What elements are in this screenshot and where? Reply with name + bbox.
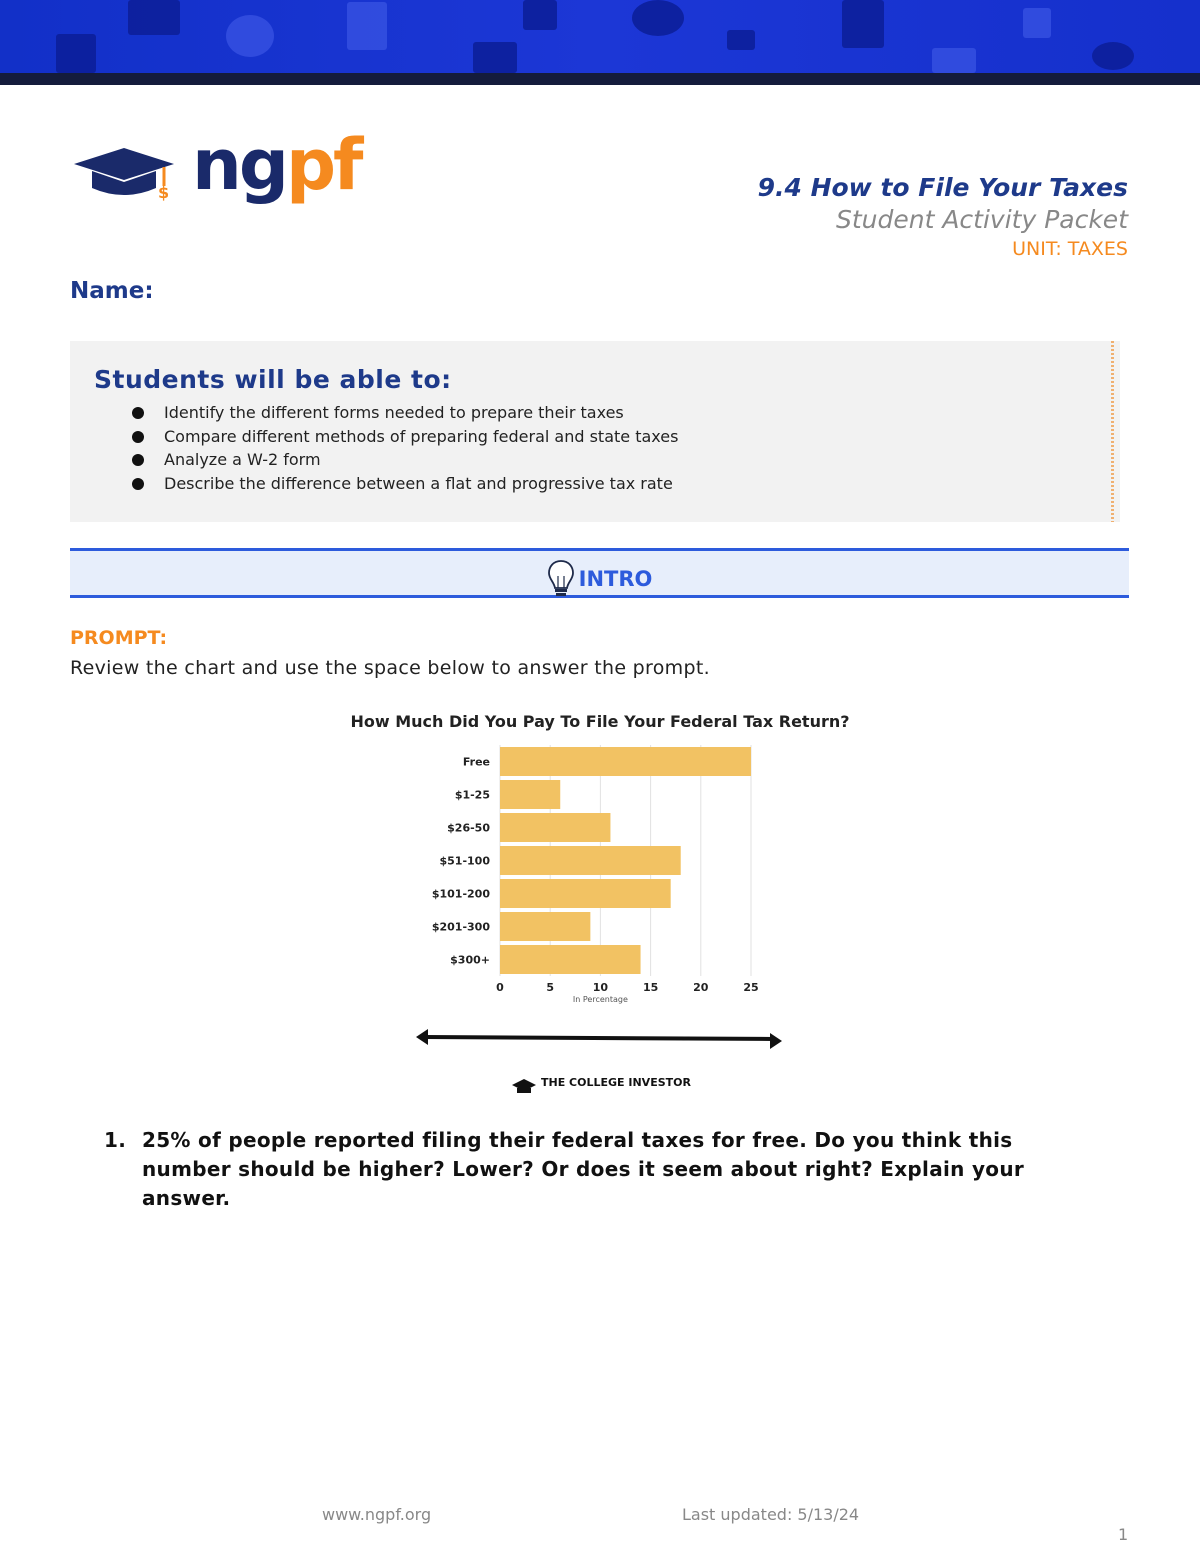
footer-last-updated: Last updated: 5/13/24 (682, 1505, 860, 1524)
svg-text:$: $ (158, 183, 170, 202)
lightbulb-icon (547, 559, 575, 599)
chart-svg (340, 705, 860, 1100)
document-icon (347, 2, 387, 50)
chart-arrow-line (424, 1037, 774, 1039)
folder-icon (473, 42, 517, 73)
calculator-icon (1023, 8, 1051, 38)
ngpf-logo (72, 124, 362, 218)
objective-item: Compare different methods of preparing federal and state taxes (130, 425, 678, 449)
document-title: 9.4 How to File Your Taxes (757, 173, 1128, 202)
chart-arrow-head-left (416, 1029, 428, 1045)
graduation-cap-base (517, 1088, 531, 1093)
chart-bar (500, 912, 590, 941)
prompt-label: PROMPT: (70, 627, 168, 649)
document-subtitle: Student Activity Packet (835, 205, 1128, 234)
footer-url: www.ngpf.org (322, 1505, 432, 1524)
objective-item: Identify the different forms needed to prepare their taxes (130, 401, 678, 425)
folder-icon (932, 48, 976, 73)
chart-title: How Much Did You Pay To File Your Federal Tax Return? (350, 712, 850, 731)
chart-tick-label: 10 (592, 981, 609, 994)
chart-category-label: $1-25 (454, 788, 490, 802)
chart-bar (500, 747, 751, 776)
name-field-label: Name: (70, 278, 154, 304)
objectives-list (130, 401, 678, 495)
calculator-icon (842, 0, 884, 48)
intro-section-header (70, 548, 1129, 598)
chart-category-label: $300+ (450, 953, 490, 967)
chart-tick-label: 20 (693, 981, 709, 994)
intro-label: INTRO (578, 567, 653, 591)
objective-item: Describe the difference between a flat and progressive tax rate (130, 472, 678, 496)
chart-tick-label: 0 (496, 981, 504, 994)
document-icon (56, 34, 96, 73)
logo-wordmark (192, 124, 361, 206)
chart-arrow-head-right (770, 1033, 782, 1049)
chart-source-logo (512, 1079, 536, 1093)
page-number: 1 (1118, 1525, 1129, 1544)
bar-chart (340, 705, 860, 1100)
calculator-icon (523, 0, 557, 30)
chart-bar (500, 846, 681, 875)
piggy-bank-icon (1092, 42, 1134, 70)
banner-divider (0, 73, 1200, 85)
banner-square-decoration (128, 0, 180, 35)
piggy-bank-icon (226, 15, 274, 57)
prompt-instructions: Review the chart and use the space below to answer the prompt. (70, 657, 710, 679)
piggy-bank-icon (632, 0, 684, 36)
objective-item: Analyze a W-2 form (130, 448, 678, 472)
header-banner (0, 0, 1200, 73)
question-1 (104, 1126, 1094, 1213)
chart-bar (500, 945, 641, 974)
chart-axis-label: In Percentage (572, 995, 628, 1004)
graduation-cap-icon (72, 144, 182, 214)
logo-wordmark-ng: ng (192, 124, 286, 206)
chart-bar (500, 879, 671, 908)
chart-category-label: Free (462, 755, 490, 769)
chart-category-label: $201-300 (431, 920, 490, 934)
chart-category-label: $26-50 (447, 821, 490, 835)
chart-category-label: $51-100 (439, 854, 490, 868)
document-title-block (758, 172, 1128, 262)
objectives-heading: Students will be able to: (94, 365, 452, 394)
question-number: 1. (104, 1128, 127, 1152)
chart-tick-label: 25 (743, 981, 759, 994)
question-text: 25% of people reported filing their federal taxes for free. Do you think this number should be higher? Lower? Or does it seem about right? Explain your answer. (142, 1128, 1025, 1210)
unit-label: UNIT: TAXES (1012, 238, 1128, 260)
folder-icon (727, 30, 755, 50)
learning-objectives-box (70, 341, 1120, 522)
chart-tick-label: 5 (546, 981, 555, 994)
chart-bar (500, 780, 560, 809)
logo-wordmark-pf: pf (285, 124, 361, 206)
chart-tick-label: 15 (642, 981, 659, 994)
chart-category-label: $101-200 (431, 887, 490, 901)
chart-source-text: THE COLLEGE INVESTOR (541, 1076, 691, 1089)
chart-bar (500, 813, 610, 842)
